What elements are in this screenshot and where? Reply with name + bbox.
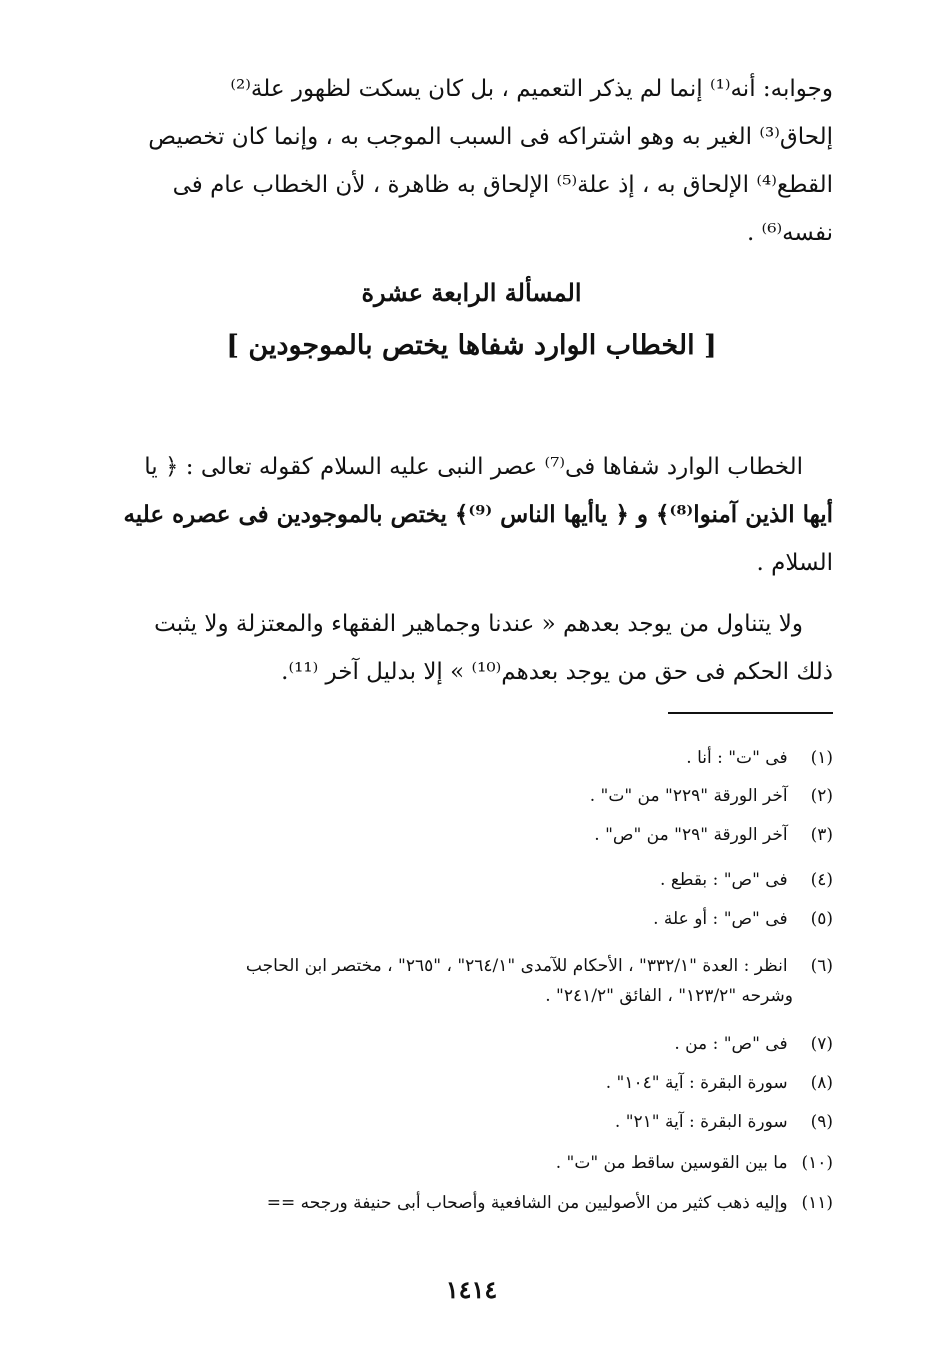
footnote-text: سورة البقرة : آية "١٠٤" . xyxy=(605,1073,788,1093)
footnote-text: فى "ت" : أنا . xyxy=(686,748,788,768)
section-title: المسألة الرابعة عشرة xyxy=(361,278,582,307)
footnote-text: آخر الورقة "٢٢٩" من "ت" . xyxy=(589,786,788,806)
footnote-text: فى "ص" : من . xyxy=(674,1034,788,1054)
footnote-text: وإليه ذهب كثير من الأصوليين من الشافعية وأصحاب أبى حنيفة ورجحه == xyxy=(266,1193,788,1213)
answer-line-2: إلحاق⁽³⁾ الغير به وهو اشتراكه فى السبب الموجب به ، وإنما كان تخصيص xyxy=(148,124,833,150)
footnote-7 xyxy=(110,1032,833,1056)
body2-line-2: ذلك الحكم فى حق من يوجد بعدهم⁽¹⁰⁾ » إلا بدليل آخر ⁽¹¹⁾. xyxy=(281,659,833,685)
footnote-text: فى "ص" : أو علة . xyxy=(653,909,788,929)
footnote-number: (٢) xyxy=(810,786,833,806)
footnote-number: (٣) xyxy=(810,825,833,845)
answer-line-3: القطع⁽⁴⁾ الإلحاق به ، إذ علة⁽⁵⁾ الإلحاق به ظاهرة ، لأن الخطاب عام فى xyxy=(172,172,833,198)
answer-paragraph xyxy=(118,65,833,257)
footnote-1 xyxy=(110,746,833,770)
footnote-11 xyxy=(110,1191,833,1215)
body1-line-2: أيها الذين آمنوا⁽⁸⁾﴾ و ﴿ ياأيها الناس ⁽⁹⁾﴾ يختص بالموجودين فى عصره عليه xyxy=(123,501,833,528)
footnote-4 xyxy=(110,868,833,892)
body2-line-1: ولا يتناول من يوجد بعدهم « عندنا وجماهير الفقهاء والمعتزلة ولا يثبت xyxy=(154,611,803,637)
footnote-number: (٦) xyxy=(810,956,833,976)
footnote-number: (٧) xyxy=(810,1034,833,1054)
footnote-number: (٩) xyxy=(810,1112,833,1132)
footnote-separator xyxy=(668,712,833,714)
footnote-text: انظر : العدة "٣٣٢/١" ، الأحكام للآمدى "٢٦٤/١" ، "٢٦٥" ، مختصر ابن الحاجب xyxy=(245,956,788,976)
footnote-8 xyxy=(110,1071,833,1095)
body1-line-3: السلام . xyxy=(756,550,833,576)
footnote-number: (٥) xyxy=(810,909,833,929)
footnote-10 xyxy=(110,1151,833,1175)
answer-line-1: وجوابه: أنه⁽¹⁾ إنما لم يذكر التعميم ، بل كان يسكت لظهور علة⁽²⁾ xyxy=(230,76,833,102)
body1-line-1: الخطاب الوارد شفاها فى⁽⁷⁾ عصر النبى عليه السلام كقوله تعالى : ﴿ يا xyxy=(144,454,803,480)
footnote-text: فى "ص" : بقطع . xyxy=(660,870,788,890)
body-paragraph-1 xyxy=(118,443,833,587)
footnote-2 xyxy=(110,784,833,808)
footnote-6 xyxy=(110,954,833,1008)
footnote-text: آخر الورقة "٢٩" من "ص" . xyxy=(594,825,788,845)
footnote-number: (١١) xyxy=(801,1193,833,1213)
footnote-5 xyxy=(110,907,833,931)
footnote-text: ما بين القوسين ساقط من "ت" . xyxy=(555,1153,788,1173)
footnote-number: (٨) xyxy=(810,1073,833,1093)
section-subtitle: [ الخطاب الوارد شفاها يختص بالموجودين ] xyxy=(226,330,717,361)
footnote-3 xyxy=(110,823,833,847)
footnote-9 xyxy=(110,1110,833,1134)
footnote-text: سورة البقرة : آية "٢١" . xyxy=(614,1112,788,1132)
footnote-number: (١) xyxy=(810,748,833,768)
answer-line-4: نفسه⁽⁶⁾ . xyxy=(746,220,833,246)
footnote-number: (٤) xyxy=(810,870,833,890)
body-paragraph-2 xyxy=(118,600,833,696)
footnote-text-continued: وشرحه "١٢٣/٢" ، الفائق "٢٤١/٢" . xyxy=(545,986,793,1006)
page-number: ١٤١٤ xyxy=(445,1275,498,1304)
footnote-number: (١٠) xyxy=(801,1153,833,1173)
